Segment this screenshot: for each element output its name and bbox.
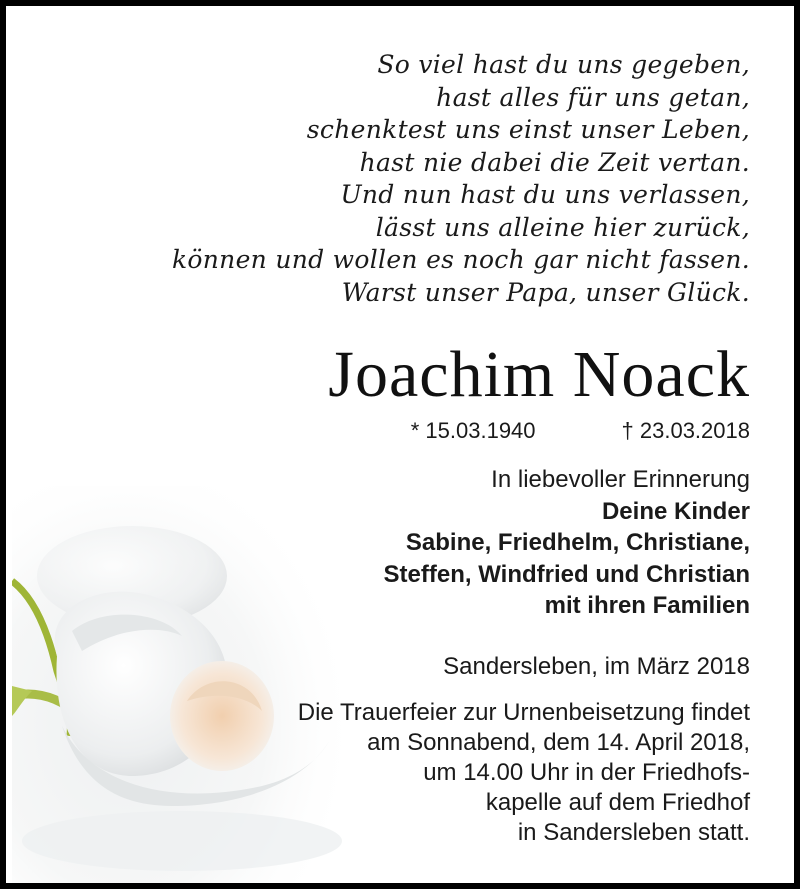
memory-intro: In liebevoller Erinnerung xyxy=(491,466,750,493)
service-line: kapelle auf dem Friedhof xyxy=(485,789,750,816)
mourners-line: Sabine, Friedhelm, Christiane, xyxy=(405,529,750,556)
service-line: am Sonnabend, dem 14. April 2018, xyxy=(367,729,750,756)
poem-line: schenktest uns einst unser Leben, xyxy=(306,115,750,144)
white-rose-image xyxy=(12,486,342,886)
poem-line: können und wollen es noch gar nicht fassen. xyxy=(171,245,750,274)
poem-line: Warst unser Papa, unser Glück. xyxy=(341,277,750,307)
service-line: in Sandersleben statt. xyxy=(517,819,750,846)
poem-line: So viel hast du uns gegeben, xyxy=(377,50,750,79)
service-line: Die Trauerfeier zur Urnenbeisetzung findet xyxy=(297,699,750,726)
deceased-name: Joachim Noack xyxy=(328,338,750,411)
funeral-service-info xyxy=(298,698,750,848)
poem-line: hast nie dabei die Zeit vertan. xyxy=(359,147,750,177)
death-date: † 23.03.2018 xyxy=(621,418,750,443)
place-and-date: Sandersleben, im März 2018 xyxy=(443,653,750,680)
poem-line: lässt uns alleine hier zurück, xyxy=(375,212,750,242)
mourners-block xyxy=(384,464,750,622)
mourners-line: mit ihren Familien xyxy=(544,592,750,619)
poem-line: Und nun hast du uns verlassen, xyxy=(340,180,750,209)
birth-date: * 15.03.1940 xyxy=(410,418,536,443)
poem-line: hast alles für uns getan, xyxy=(436,82,750,112)
life-dates xyxy=(411,416,750,446)
service-line: um 14.00 Uhr in der Friedhofs- xyxy=(423,759,750,786)
poem xyxy=(172,49,750,309)
mourners-line: Steffen, Windfried und Christian xyxy=(383,560,750,588)
mourners-line: Deine Kinder xyxy=(601,497,750,525)
